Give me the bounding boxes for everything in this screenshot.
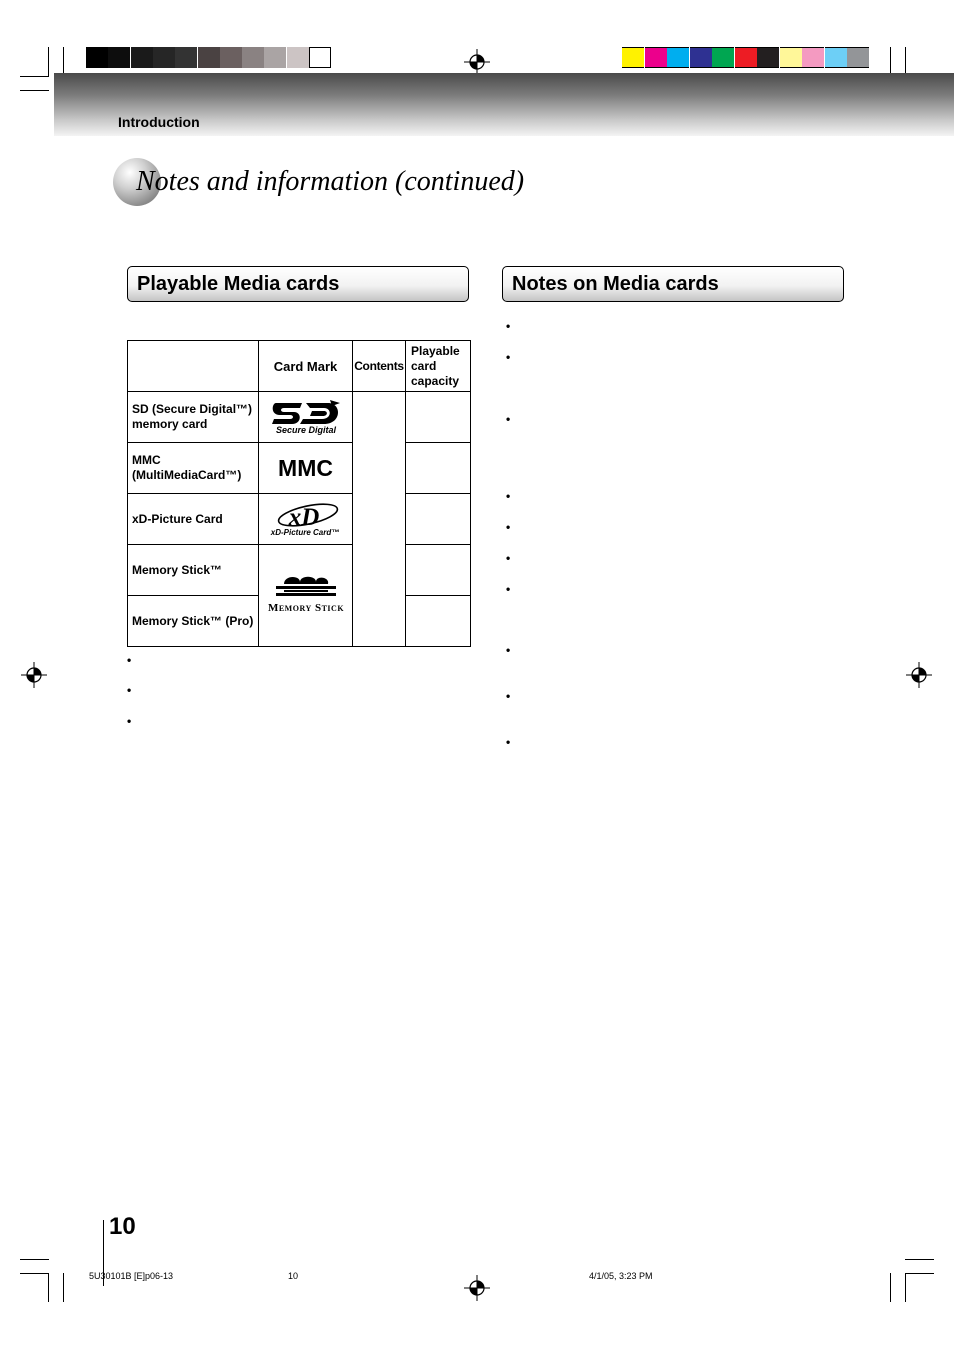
color-swatch [712, 47, 734, 68]
gray-swatch [242, 47, 264, 68]
table-header-contents: Contents [353, 341, 406, 392]
notes-on-media-cards-heading: Notes on Media cards [502, 266, 844, 302]
right-bullet: • [506, 551, 511, 565]
registration-target-icon [464, 49, 490, 75]
right-bullet: • [506, 643, 511, 657]
table-row [128, 545, 471, 596]
right-bullet: • [506, 582, 511, 596]
card-name: Memory Stick™ (Pro) [128, 596, 259, 647]
color-swatch [802, 47, 824, 68]
color-swatch [667, 47, 689, 68]
table-header-row [128, 341, 471, 392]
registration-target-icon [906, 662, 932, 688]
capacity-cell [406, 545, 471, 596]
right-bullet: • [506, 689, 511, 703]
footer-page: 10 [288, 1271, 299, 1281]
svg-text:Memory Stick: Memory Stick [267, 602, 344, 614]
color-swatch [645, 47, 667, 68]
capacity-cell [406, 443, 471, 494]
table-row [128, 494, 471, 545]
color-swatch [757, 47, 779, 68]
capacity-cell [406, 494, 471, 545]
right-bullet: • [506, 350, 511, 364]
color-swatch [780, 47, 802, 68]
table-header-card [128, 341, 259, 392]
right-bullet: • [506, 489, 511, 503]
svg-text:xD-Picture Card™: xD-Picture Card™ [270, 527, 339, 537]
left-bullet: • [127, 714, 132, 728]
right-bullet: • [506, 520, 511, 534]
page-number: 10 [109, 1213, 136, 1240]
gray-swatch [175, 47, 197, 68]
gray-swatch [86, 47, 108, 68]
svg-text:xD: xD [288, 503, 319, 531]
card-name: Memory Stick™ [128, 545, 259, 596]
gray-swatch [309, 47, 331, 68]
contents-cell [353, 392, 406, 647]
page-title: Notes and information (continued) [136, 166, 525, 197]
color-swatch [735, 47, 757, 68]
table-row [128, 392, 471, 443]
card-name: SD (Secure Digital™) memory card [128, 392, 259, 443]
gray-swatch [153, 47, 175, 68]
left-bullet: • [127, 653, 132, 667]
registration-target-icon [21, 662, 47, 688]
sd-logo-icon [259, 392, 353, 443]
xd-logo-icon [259, 494, 353, 545]
card-name: xD-Picture Card [128, 494, 259, 545]
capacity-cell [406, 392, 471, 443]
color-swatch [847, 47, 869, 68]
gray-swatch [220, 47, 242, 68]
table-header-capacity: Playable card capacity [406, 341, 471, 392]
mmc-logo-icon: MMC [259, 443, 353, 494]
right-bullet: • [506, 319, 511, 333]
gray-swatch [131, 47, 153, 68]
media-card-table [127, 340, 471, 647]
gray-swatch [198, 47, 220, 68]
color-swatch [825, 47, 847, 68]
gray-swatch [264, 47, 286, 68]
footer-job-id: 5U30101B [E]p06-13 [89, 1271, 174, 1281]
right-bullet: • [506, 412, 511, 426]
gray-swatch [108, 47, 130, 68]
gray-swatch [287, 47, 309, 68]
memory-stick-logo-icon [259, 545, 353, 647]
color-swatch [622, 47, 644, 68]
registration-target-icon [464, 1275, 490, 1301]
playable-media-cards-heading: Playable Media cards [127, 266, 469, 302]
color-swatch [690, 47, 712, 68]
table-row [128, 443, 471, 494]
table-header-card-mark: Card Mark [259, 341, 353, 392]
right-bullet: • [506, 735, 511, 749]
section-label: Introduction [118, 114, 200, 130]
capacity-cell [406, 596, 471, 647]
footer-timestamp: 4/1/05, 3:23 PM [589, 1271, 653, 1281]
card-name: MMC (MultiMediaCard™) [128, 443, 259, 494]
left-bullet: • [127, 683, 132, 697]
svg-text:Secure Digital: Secure Digital [275, 424, 336, 435]
